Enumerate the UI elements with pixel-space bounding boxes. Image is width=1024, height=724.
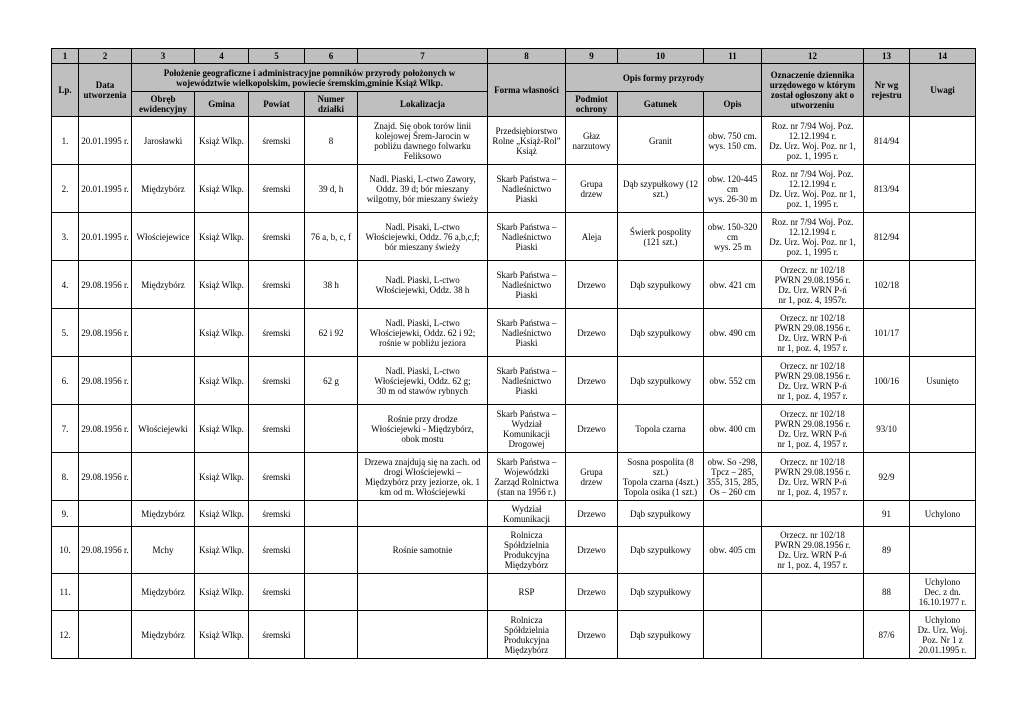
table-row xyxy=(52,405,976,453)
cell-nr: 101/17 xyxy=(864,309,910,357)
table-row xyxy=(52,453,976,501)
cell-gatunek: Dąb szypułkowy xyxy=(618,261,704,309)
cell-data: 20.01.1995 r. xyxy=(79,213,132,261)
cell-obreb xyxy=(132,453,195,501)
cell-gmina: Książ Wlkp. xyxy=(195,574,249,611)
cell-gmina: Książ Wlkp. xyxy=(195,611,249,659)
cell-numer xyxy=(305,611,358,659)
cell-podmiot: Drzewo xyxy=(566,357,618,405)
cell-oznaczenie: Orzecz. nr 102/18 PWRN 29.08.1956 r. Dz. Urz. WRN P-ń nr 1, poz. 4, 1957 r. xyxy=(762,357,864,405)
cell-obreb: Międzybórz xyxy=(132,165,195,213)
cell-lokalizacja: Nadl. Piaski, L-ctwo Włościejewki, Oddz. 62 g; 30 m od stawów rybnych xyxy=(358,357,488,405)
cell-uwagi: Usunięto xyxy=(910,357,976,405)
cell-nr: 100/16 xyxy=(864,357,910,405)
cell-numer: 76 a, b, c, f xyxy=(305,213,358,261)
cell-gmina: Książ Wlkp. xyxy=(195,527,249,574)
table-row xyxy=(52,574,976,611)
cell-uwagi xyxy=(910,213,976,261)
column-number-row xyxy=(52,49,976,64)
cell-gmina: Książ Wlkp. xyxy=(195,117,249,165)
cell-powiat: śremski xyxy=(249,309,305,357)
cell-data: 29.08.1956 r. xyxy=(79,261,132,309)
cell-nr: 89 xyxy=(864,527,910,574)
header-obreb: Obręb ewidencyjny xyxy=(132,92,195,117)
cell-lokalizacja xyxy=(358,611,488,659)
cell-lokalizacja: Rośnie samotnie xyxy=(358,527,488,574)
header-numer-dzialki: Numer działki xyxy=(305,92,358,117)
cell-podmiot: Głaz narzutowy xyxy=(566,117,618,165)
cell-lp: 4. xyxy=(52,261,79,309)
cell-forma: Rolnicza Spółdzielnia Produkcyjna Międzybórz xyxy=(488,611,566,659)
cell-forma: Skarb Państwa – Nadleśnictwo Piaski xyxy=(488,357,566,405)
cell-uwagi xyxy=(910,309,976,357)
cell-nr: 92/9 xyxy=(864,453,910,501)
cell-powiat: śremski xyxy=(249,213,305,261)
cell-data: 29.08.1956 r. xyxy=(79,405,132,453)
column-number: 12 xyxy=(762,49,864,64)
cell-nr: 93/10 xyxy=(864,405,910,453)
cell-obreb: Międzybórz xyxy=(132,261,195,309)
cell-data: 29.08.1956 r. xyxy=(79,357,132,405)
cell-data xyxy=(79,574,132,611)
column-number: 11 xyxy=(704,49,762,64)
table-row xyxy=(52,165,976,213)
header-lp: Lp. xyxy=(52,64,79,117)
cell-oznaczenie: Orzecz. nr 102/18 PWRN 29.08.1956 r. Dz. Urz. WRN P-ń nr 1, poz. 4, 1957 r. xyxy=(762,527,864,574)
cell-powiat: śremski xyxy=(249,357,305,405)
cell-numer: 38 h xyxy=(305,261,358,309)
table-row xyxy=(52,309,976,357)
column-number: 4 xyxy=(195,49,249,64)
cell-nr: 87/6 xyxy=(864,611,910,659)
cell-uwagi xyxy=(910,527,976,574)
table-row xyxy=(52,213,976,261)
cell-gmina: Książ Wlkp. xyxy=(195,261,249,309)
cell-gmina: Książ Wlkp. xyxy=(195,309,249,357)
cell-nr: 813/94 xyxy=(864,165,910,213)
header-forma-wlasnosci: Forma własności xyxy=(488,64,566,117)
cell-gmina: Książ Wlkp. xyxy=(195,453,249,501)
cell-powiat: śremski xyxy=(249,501,305,527)
cell-podmiot: Drzewo xyxy=(566,501,618,527)
cell-forma: Skarb Państwa – Nadleśnictwo Piaski xyxy=(488,309,566,357)
cell-lokalizacja: Rośnie przy drodze Włościejewki - Międzybórz, obok mostu xyxy=(358,405,488,453)
cell-gatunek: Dąb szypułkowy xyxy=(618,611,704,659)
cell-lokalizacja xyxy=(358,501,488,527)
cell-numer: 62 g xyxy=(305,357,358,405)
cell-podmiot: Drzewo xyxy=(566,261,618,309)
cell-forma: Skarb Państwa – Nadleśnictwo Piaski xyxy=(488,213,566,261)
header-opis-formy-przyrody: Opis formy przyrody xyxy=(566,64,762,92)
column-number: 3 xyxy=(132,49,195,64)
cell-forma: Skarb Państwa – Nadleśnictwo Piaski xyxy=(488,261,566,309)
cell-uwagi xyxy=(910,453,976,501)
cell-lokalizacja: Nadl. Pisaki, L-ctwo Włościejewki, Oddz. 76 a,b,c,f; bór mieszany świeży xyxy=(358,213,488,261)
cell-lp: 9. xyxy=(52,501,79,527)
cell-powiat: śremski xyxy=(249,574,305,611)
cell-gatunek: Topola czarna xyxy=(618,405,704,453)
cell-lokalizacja: Drzewa znajdują się na zach. od drogi Włościejewki – Międzybórz przy jeziorze, ok. 1 km od m. Włościejewki xyxy=(358,453,488,501)
cell-lp: 11. xyxy=(52,574,79,611)
cell-uwagi: Uchylono xyxy=(910,501,976,527)
column-number: 13 xyxy=(864,49,910,64)
column-number: 1 xyxy=(52,49,79,64)
table-row xyxy=(52,501,976,527)
cell-nr: 91 xyxy=(864,501,910,527)
cell-podmiot: Drzewo xyxy=(566,405,618,453)
cell-obreb: Włościejewice xyxy=(132,213,195,261)
cell-obreb: Jarosławki xyxy=(132,117,195,165)
cell-nr: 812/94 xyxy=(864,213,910,261)
column-number: 10 xyxy=(618,49,704,64)
cell-oznaczenie: Orzecz. nr 102/18 PWRN 29.08.1956 r. Dz. Urz. WRN P-ń nr 1, poz. 4, 1957r. xyxy=(762,261,864,309)
cell-powiat: śremski xyxy=(249,165,305,213)
header-oznaczenie-dziennika: Oznaczenie dziennika urzędowego w którym został ogłoszony akt o utworzeniu xyxy=(762,64,864,117)
header-uwagi: Uwagi xyxy=(910,64,976,117)
cell-lp: 8. xyxy=(52,453,79,501)
cell-opis xyxy=(704,574,762,611)
cell-obreb xyxy=(132,309,195,357)
cell-lokalizacja: Nadl. Piaski, L-ctwo Włościejewki, Oddz. 62 i 92; rośnie w pobliżu jeziora xyxy=(358,309,488,357)
cell-gmina: Książ Wlkp. xyxy=(195,405,249,453)
cell-lp: 5. xyxy=(52,309,79,357)
cell-oznaczenie: Orzecz. nr 102/18 PWRN 29.08.1956 r. Dz. Urz. WRN P-ń nr 1, poz. 4, 1957 r. xyxy=(762,405,864,453)
cell-forma: Przedsiębiorstwo Rolne „Książ-Rol” Książ xyxy=(488,117,566,165)
cell-lp: 7. xyxy=(52,405,79,453)
cell-uwagi xyxy=(910,405,976,453)
cell-powiat: śremski xyxy=(249,611,305,659)
cell-lokalizacja: Znajd. Się obok torów linii kolejowej Śrem-Jarocin w pobliżu dawnego folwarku Feliksowo xyxy=(358,117,488,165)
cell-opis: obw. 150-320 cm wys. 25 m xyxy=(704,213,762,261)
column-number: 2 xyxy=(79,49,132,64)
table-row xyxy=(52,527,976,574)
cell-numer xyxy=(305,405,358,453)
cell-data xyxy=(79,501,132,527)
cell-podmiot: Drzewo xyxy=(566,309,618,357)
column-number: 7 xyxy=(358,49,488,64)
cell-oznaczenie xyxy=(762,501,864,527)
cell-oznaczenie: Roz. nr 7/94 Woj. Poz. 12.12.1994 r. Dz. Urz. Woj. Poz. nr 1, poz. 1, 1995 r. xyxy=(762,117,864,165)
nature-monuments-register-table xyxy=(51,48,976,659)
cell-obreb: Mchy xyxy=(132,527,195,574)
cell-opis: obw. So -298, Tpcz – 285, 355, 315, 285, Os – 260 cm xyxy=(704,453,762,501)
cell-numer: 8 xyxy=(305,117,358,165)
cell-forma: Wydział Komunikacji xyxy=(488,501,566,527)
cell-numer xyxy=(305,501,358,527)
cell-uwagi xyxy=(910,117,976,165)
cell-opis: obw. 552 cm xyxy=(704,357,762,405)
header-data-utworzenia: Data utworzenia xyxy=(79,64,132,117)
cell-opis: obw. 421 cm xyxy=(704,261,762,309)
cell-opis: obw. 490 cm xyxy=(704,309,762,357)
cell-podmiot: Aleja xyxy=(566,213,618,261)
cell-opis xyxy=(704,501,762,527)
cell-gmina: Książ Wlkp. xyxy=(195,213,249,261)
cell-forma: Rolnicza Spółdzielnia Produkcyjna Międzybórz xyxy=(488,527,566,574)
cell-lp: 2. xyxy=(52,165,79,213)
cell-nr: 88 xyxy=(864,574,910,611)
cell-oznaczenie: Orzecz. nr 102/18 PWRN 29.08.1956 r. Dz. Urz. WRN P-ń nr 1, poz. 4, 1957 r. xyxy=(762,309,864,357)
cell-gatunek: Dąb szypułkowy xyxy=(618,574,704,611)
cell-powiat: śremski xyxy=(249,453,305,501)
cell-lokalizacja: Nadl. Piaski, L-ctwo Włościejewki, Oddz. 38 h xyxy=(358,261,488,309)
column-number: 9 xyxy=(566,49,618,64)
cell-oznaczenie: Roz. nr 7/94 Woj. Poz. 12.12.1994 r. Dz. Urz. Woj. Poz. nr 1, poz. 1, 1995 r. xyxy=(762,165,864,213)
cell-numer: 39 d, h xyxy=(305,165,358,213)
cell-powiat: śremski xyxy=(249,527,305,574)
cell-oznaczenie: Orzecz. nr 102/18 PWRN 29.08.1956 r. Dz. Urz. WRN P-ń nr 1, poz. 4, 1957 r. xyxy=(762,453,864,501)
table-row xyxy=(52,261,976,309)
cell-uwagi: Uchylono Dec. z dn. 16.10.1977 r. xyxy=(910,574,976,611)
cell-lokalizacja xyxy=(358,574,488,611)
cell-lp: 12. xyxy=(52,611,79,659)
cell-obreb: Międzybórz xyxy=(132,574,195,611)
cell-numer xyxy=(305,527,358,574)
cell-obreb xyxy=(132,357,195,405)
cell-podmiot: Drzewo xyxy=(566,527,618,574)
cell-nr: 814/94 xyxy=(864,117,910,165)
header-powiat: Powiat xyxy=(249,92,305,117)
header-row xyxy=(52,64,976,92)
cell-gatunek: Sosna pospolita (8 szt.) Topola czarna (4szt.) Topola osika (1 szt.) xyxy=(618,453,704,501)
cell-data: 29.08.1956 r. xyxy=(79,527,132,574)
cell-lp: 1. xyxy=(52,117,79,165)
cell-numer xyxy=(305,574,358,611)
cell-numer: 62 i 92 xyxy=(305,309,358,357)
cell-lp: 3. xyxy=(52,213,79,261)
cell-data xyxy=(79,611,132,659)
cell-forma: Skarb Państwa – Wojewódzki Zarząd Rolnictwa (stan na 1956 r.) xyxy=(488,453,566,501)
cell-obreb: Międzybórz xyxy=(132,501,195,527)
cell-opis xyxy=(704,611,762,659)
cell-gatunek: Dąb szypułkowy xyxy=(618,357,704,405)
cell-gatunek: Dąb szypułkowy xyxy=(618,309,704,357)
cell-gatunek: Świerk pospolity (121 szt.) xyxy=(618,213,704,261)
header-opis: Opis xyxy=(704,92,762,117)
column-number: 5 xyxy=(249,49,305,64)
cell-opis: obw. 750 cm. wys. 150 cm. xyxy=(704,117,762,165)
cell-oznaczenie: Roz. nr 7/94 Woj. Poz. 12.12.1994 r. Dz. Urz. Woj. Poz. nr 1, poz. 1, 1995 r. xyxy=(762,213,864,261)
cell-podmiot: Drzewo xyxy=(566,574,618,611)
column-number: 14 xyxy=(910,49,976,64)
cell-gatunek: Dąb szypułkowy xyxy=(618,501,704,527)
cell-data: 29.08.1956 r. xyxy=(79,453,132,501)
header-podmiot-ochrony: Podmiot ochrony xyxy=(566,92,618,117)
cell-gmina: Książ Wlkp. xyxy=(195,165,249,213)
column-number: 8 xyxy=(488,49,566,64)
column-number: 6 xyxy=(305,49,358,64)
cell-forma: RSP xyxy=(488,574,566,611)
cell-opis: obw. 120-445 cm wys. 26-30 m xyxy=(704,165,762,213)
header-nr-wg-rejestru: Nr wg rejestru xyxy=(864,64,910,117)
cell-forma: Skarb Państwa – Wydział Komunikacji Drogowej xyxy=(488,405,566,453)
cell-gatunek: Dąb szypułkowy xyxy=(618,527,704,574)
cell-powiat: śremski xyxy=(249,405,305,453)
cell-obreb: Włościejewki xyxy=(132,405,195,453)
cell-powiat: śremski xyxy=(249,117,305,165)
cell-opis: obw. 405 cm xyxy=(704,527,762,574)
cell-podmiot: Grupa drzew xyxy=(566,453,618,501)
cell-lp: 6. xyxy=(52,357,79,405)
cell-gatunek: Dąb szypułkowy (12 szt.) xyxy=(618,165,704,213)
cell-gmina: Książ Wlkp. xyxy=(195,357,249,405)
cell-nr: 102/18 xyxy=(864,261,910,309)
cell-numer xyxy=(305,453,358,501)
cell-oznaczenie xyxy=(762,574,864,611)
cell-opis: obw. 400 cm xyxy=(704,405,762,453)
cell-powiat: śremski xyxy=(249,261,305,309)
cell-uwagi: Uchylono Dz. Urz. Woj. Poz. Nr 1 z 20.01.1995 r. xyxy=(910,611,976,659)
cell-lp: 10. xyxy=(52,527,79,574)
header-lokalizacja: Lokalizacja xyxy=(358,92,488,117)
cell-forma: Skarb Państwa – Nadleśnictwo Piaski xyxy=(488,165,566,213)
cell-data: 29.08.1956 r. xyxy=(79,309,132,357)
header-gmina: Gmina xyxy=(195,92,249,117)
table-row xyxy=(52,611,976,659)
cell-data: 20.01.1995 r. xyxy=(79,117,132,165)
cell-data: 20.01.1995 r. xyxy=(79,165,132,213)
cell-gatunek: Granit xyxy=(618,117,704,165)
header-polozenie: Położenie geograficzne i administracyjne pomników przyrody położonych w województwie wielkopolskim, powiecie śremskim,gminie Książ Wlkp. xyxy=(132,64,488,92)
cell-uwagi xyxy=(910,261,976,309)
cell-podmiot: Grupa drzew xyxy=(566,165,618,213)
cell-uwagi xyxy=(910,165,976,213)
cell-obreb: Międzybórz xyxy=(132,611,195,659)
cell-lokalizacja: Nadl. Piaski, L-ctwo Zawory, Oddz. 39 d; bór mieszany wilgotny, bór mieszany świeży xyxy=(358,165,488,213)
header-gatunek: Gatunek xyxy=(618,92,704,117)
table-row xyxy=(52,117,976,165)
cell-oznaczenie xyxy=(762,611,864,659)
cell-podmiot: Drzewo xyxy=(566,611,618,659)
cell-gmina: Książ Wlkp. xyxy=(195,501,249,527)
table-row xyxy=(52,357,976,405)
